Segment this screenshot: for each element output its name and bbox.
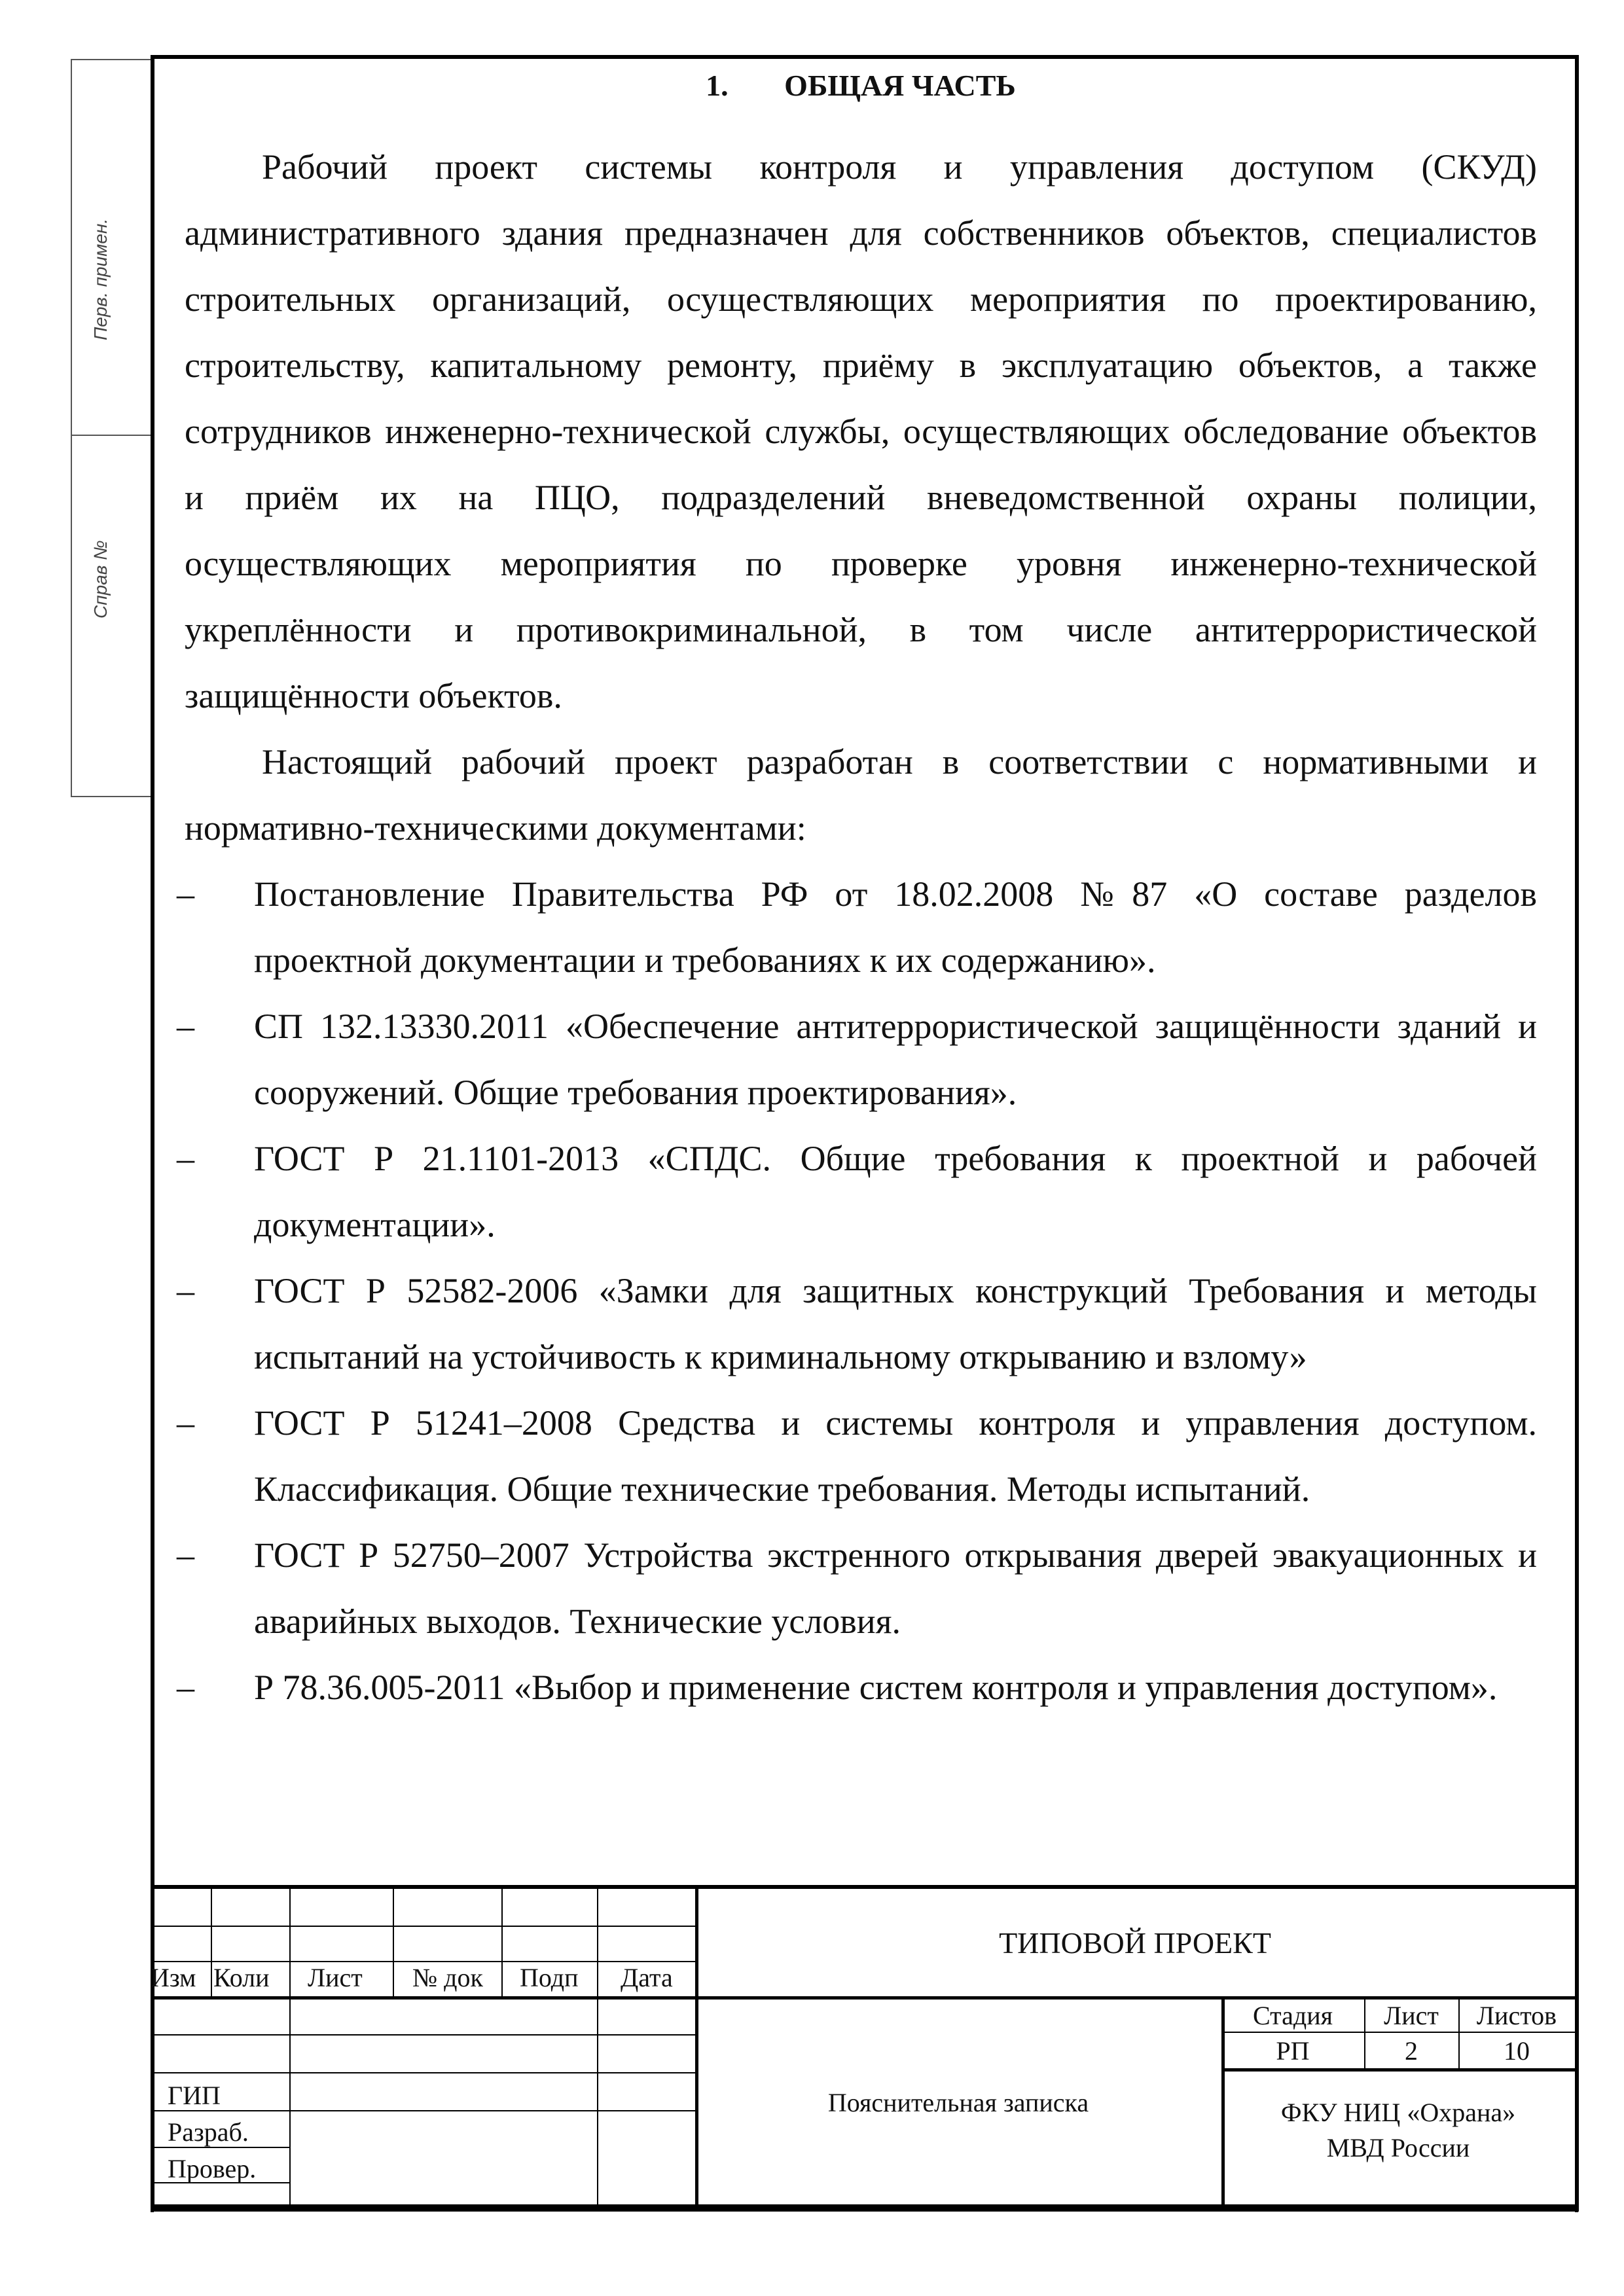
grid-line	[501, 1889, 503, 1996]
grid-line	[211, 1889, 212, 1996]
grid-line	[1221, 2032, 1579, 2033]
grid-line	[151, 2110, 695, 2111]
list-item-text: ГОСТ Р 21.1101-2013 «СПДС. Общие требования к проектной и рабочей документации».	[254, 1139, 1537, 1244]
list-item-text: СП 132.13330.2011 «Обеспечение антитеррористической защищённости зданий и сооружений. Общие требования проектирования».	[254, 1007, 1537, 1112]
section-number: 1.	[706, 69, 729, 102]
list-item	[177, 1126, 1537, 1258]
list-item	[177, 994, 1537, 1126]
list-item-text: Постановление Правительства РФ от 18.02.2008 №87 «О составе разделов проектной документации и требованиях к их содержанию».	[254, 874, 1537, 980]
project-title: ТИПОВОЙ ПРОЕКТ	[999, 1926, 1271, 1960]
list-dash: –	[177, 1403, 194, 1443]
list-dash: –	[177, 1271, 194, 1310]
list-dash: –	[177, 1007, 194, 1046]
organization-name: ФКУ НИЦ «Охрана»	[1280, 2098, 1516, 2127]
list-item	[177, 1258, 1537, 1390]
list-dash: –	[177, 874, 194, 914]
section-title: ОБЩАЯ ЧАСТЬ	[784, 69, 1016, 102]
list-item-text: ГОСТ Р 52582-2006 «Замки для защитных конструкций Требования и методы испытаний на устойчивость к криминальному открыванию и взлому»	[254, 1271, 1537, 1376]
list-item	[177, 1390, 1537, 1522]
list-item	[177, 1655, 1537, 1721]
column-header-quantity: Коли	[213, 1963, 270, 1992]
column-header-change: Изм	[151, 1963, 196, 1992]
list-dash: –	[177, 1139, 194, 1178]
sheets-label: Листов	[1476, 2001, 1557, 2030]
role-chief-engineer: ГИП	[168, 2081, 221, 2110]
normative-documents-list	[177, 861, 1537, 1721]
grid-line	[1575, 1889, 1578, 2212]
list-dash: –	[177, 1668, 194, 1707]
section-heading	[185, 68, 1537, 103]
list-item-text: Р 78.36.005-2011 «Выбор и применение систем контроля и управления доступом».	[254, 1668, 1498, 1707]
document-title: Пояснительная записка	[827, 2087, 1089, 2117]
reference-label: Справ №	[90, 540, 111, 619]
grid-line	[597, 1889, 598, 2208]
sheet-label: Лист	[1384, 2001, 1439, 2030]
column-header-date: Дата	[621, 1963, 673, 1992]
intro-paragraph: Рабочий проект системы контроля и управления доступом (СКУД) административного здания предназначен для собственников объектов, специалистов строительных организаций, осуществляющих мероприятия по проектированию, строительству, капитальному ремонту, приёму в эксплуатацию объектов, а также сотрудников инженерно-технической службы, осуществляющих обследование объектов и приём их на ПЦО, подразделений вневедомственной охраны полиции, осуществляющих мероприятия по проверке уровня инженерно-технической укреплённости и противокриминальной, в том числе антитеррористической защищённости объектов.	[185, 147, 1537, 715]
stage-label: Стадия	[1252, 2001, 1333, 2030]
role-developer: Разраб.	[168, 2117, 249, 2147]
grid-line	[151, 1926, 695, 1927]
grid-line	[151, 1889, 154, 2212]
column-header-signature: Подп	[520, 1963, 579, 1992]
list-item	[177, 861, 1537, 994]
side-stamp-divider	[71, 435, 151, 436]
grid-line	[393, 1889, 394, 1996]
stage-value: РП	[1276, 2036, 1310, 2066]
column-header-sheet: Лист	[308, 1963, 363, 1992]
document-body	[177, 68, 1537, 1721]
title-block	[151, 1885, 1579, 2208]
side-stamp-strip	[71, 59, 151, 797]
role-checker: Провер.	[168, 2154, 257, 2183]
sheet-value: 2	[1405, 2036, 1418, 2066]
organization-ministry: МВД России	[1326, 2133, 1470, 2162]
grid-line	[1221, 2068, 1579, 2072]
grid-line	[289, 1889, 291, 2208]
list-item-text: ГОСТ Р 51241–2008 Средства и системы контроля и управления доступом. Классификация. Общие технические требования. Методы испытаний.	[254, 1403, 1537, 1509]
normative-intro-paragraph: Настоящий рабочий проект разработан в соответствии с нормативными и нормативно-техническими документами:	[185, 742, 1537, 848]
sheets-value: 10	[1504, 2036, 1530, 2066]
grid-line	[151, 2034, 695, 2036]
list-item	[177, 1522, 1537, 1655]
grid-line	[151, 2072, 695, 2073]
column-header-doc-number: № док	[412, 1963, 483, 1992]
list-item-text: ГОСТ Р 52750–2007 Устройства экстренного открывания дверей эвакуационных и аварийных выходов. Технические условия.	[254, 1535, 1537, 1641]
first-use-label: Перв. примен.	[90, 218, 111, 340]
list-dash: –	[177, 1535, 194, 1575]
grid-line	[151, 2208, 1579, 2212]
